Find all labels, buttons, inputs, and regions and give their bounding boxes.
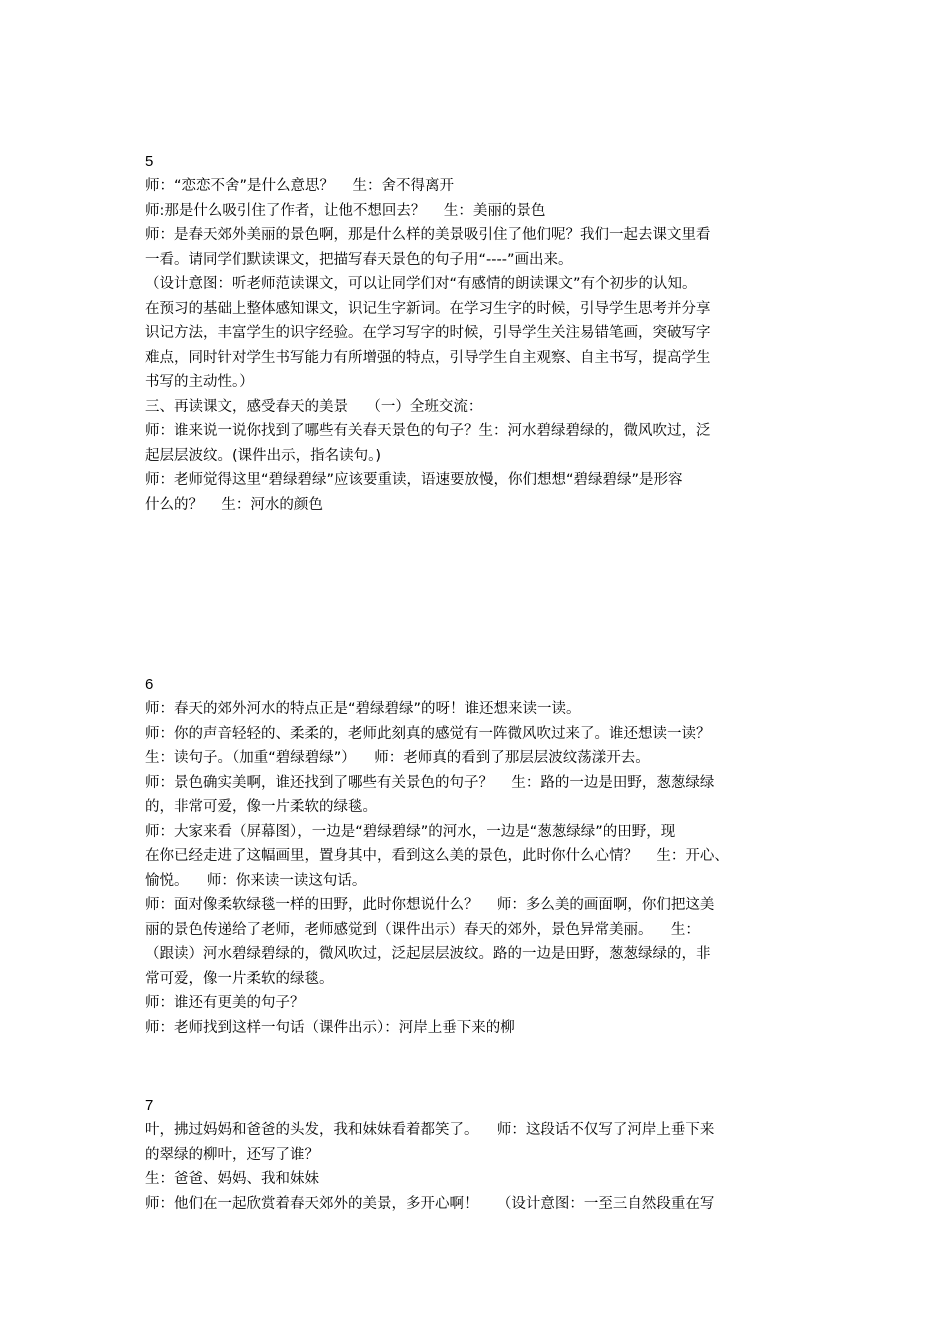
- text-line: 生：爸爸、妈妈、我和妹妹: [145, 1171, 319, 1187]
- text-line: 师：老师觉得这里“碧绿碧绿”应该要重读，语速要放慢，你们想想“碧绿碧绿”是形容: [145, 472, 683, 488]
- text-line: 起层层波纹。(课件出示，指名读句。): [145, 447, 382, 464]
- page-section-5: [145, 150, 825, 517]
- text-line: 师：是春天郊外美丽的景色啊，那是什么样的美景吸引住了他们呢？我们一起去课文里看: [145, 227, 711, 243]
- text-line: （跟读）河水碧绿碧绿的，微风吹过，泛起层层波纹。路的一边是田野，葱葱绿绿的，非: [145, 946, 711, 962]
- text-line: 丽的景色传递给了老师，老师感觉到（课件出示）春天的郊外，景色异常美丽。 生：: [145, 921, 700, 938]
- text-line: （设计意图：听老师范读课文，可以让同学们对“有感情的朗读课文”有个初步的认知。: [145, 276, 697, 292]
- text-line: 生：读句子。（加重“碧绿碧绿”） 师：老师真的看到了那层层波纹荡漾开去。: [145, 750, 650, 766]
- text-line: 一看。请同学们默读课文，把描写春天景色的句子用“----”画出来。: [145, 251, 573, 268]
- text-line: 师：你的声音轻轻的、柔柔的，老师此刻真的感觉有一阵微风吹过来了。谁还想读一读？: [145, 725, 711, 742]
- text-line: 叶，拂过妈妈和爸爸的头发，我和妹妹看着都笑了。 师：这段话不仅写了河岸上垂下来: [145, 1122, 715, 1138]
- text-line: 在你已经走进了这幅画里，置身其中，看到这么美的景色，此时你什么心情？ 生：开心、: [145, 848, 729, 864]
- text-line: 师：春天的郊外河水的特点正是“碧绿碧绿”的呀！谁还想来读一读。: [145, 701, 581, 717]
- section-heading-line: 三、再读课文，感受春天的美景 （一）全班交流：: [145, 398, 483, 415]
- text-line: 愉悦。 师：你来读一读这句话。: [145, 872, 367, 889]
- page-number: 5: [145, 153, 154, 170]
- page-number: 7: [145, 1097, 154, 1114]
- text-line: 师：面对像柔软绿毯一样的田野，此时你想说什么？ 师：多么美的画面啊，你们把这美: [145, 897, 715, 913]
- text-line: 师：他们在一起欣赏着春天郊外的美景，多开心啊！ （设计意图：一至三自然段重在写: [145, 1195, 715, 1212]
- page-number: 6: [145, 676, 154, 693]
- text-line: 在预习的基础上整体感知课文，识记生字新词。在学习生字的时候，引导学生思考并分享: [145, 300, 711, 317]
- text-line: 师：“恋恋不舍”是什么意思？ 生：舍不得离开: [145, 178, 454, 194]
- text-line: 的翠绿的柳叶，还写了谁？: [145, 1146, 319, 1163]
- text-line: 师:那是什么吸引住了作者，让他不想回去？ 生：美丽的景色: [145, 202, 546, 219]
- text-line: 师：大家来看（屏幕图），一边是“碧绿碧绿”的河水，一边是“葱葱绿绿”的田野，现: [145, 823, 676, 840]
- text-line: 书写的主动性。）: [145, 374, 254, 390]
- text-line: 难点，同时针对学生书写能力有所增强的特点，引导学生自主观察、自主书写，提高学生: [145, 349, 711, 366]
- text-line: 师：谁来说一说你找到了哪些有关春天景色的句子？生：河水碧绿碧绿的，微风吹过，泛: [145, 423, 711, 439]
- text-line: 师：景色确实美啊，谁还找到了哪些有关景色的句子？ 生：路的一边是田野，葱葱绿绿: [145, 774, 715, 791]
- text-line: 师：老师找到这样一句话（课件出示）：河岸上垂下来的柳: [145, 1019, 515, 1036]
- text-line: 识记方法，丰富学生的识字经验。在学习写字的时候，引导学生关注易错笔画，突破写字: [145, 325, 711, 341]
- text-line: 师：谁还有更美的句子？: [145, 995, 305, 1011]
- text-line: 的，非常可爱，像一片柔软的绿毯。: [145, 799, 377, 815]
- page-section-7: [145, 1094, 825, 1216]
- page-section-6: [145, 673, 825, 1040]
- text-line: 常可爱，像一片柔软的绿毯。: [145, 970, 334, 987]
- text-line: 什么的？ 生：河水的颜色: [145, 496, 323, 513]
